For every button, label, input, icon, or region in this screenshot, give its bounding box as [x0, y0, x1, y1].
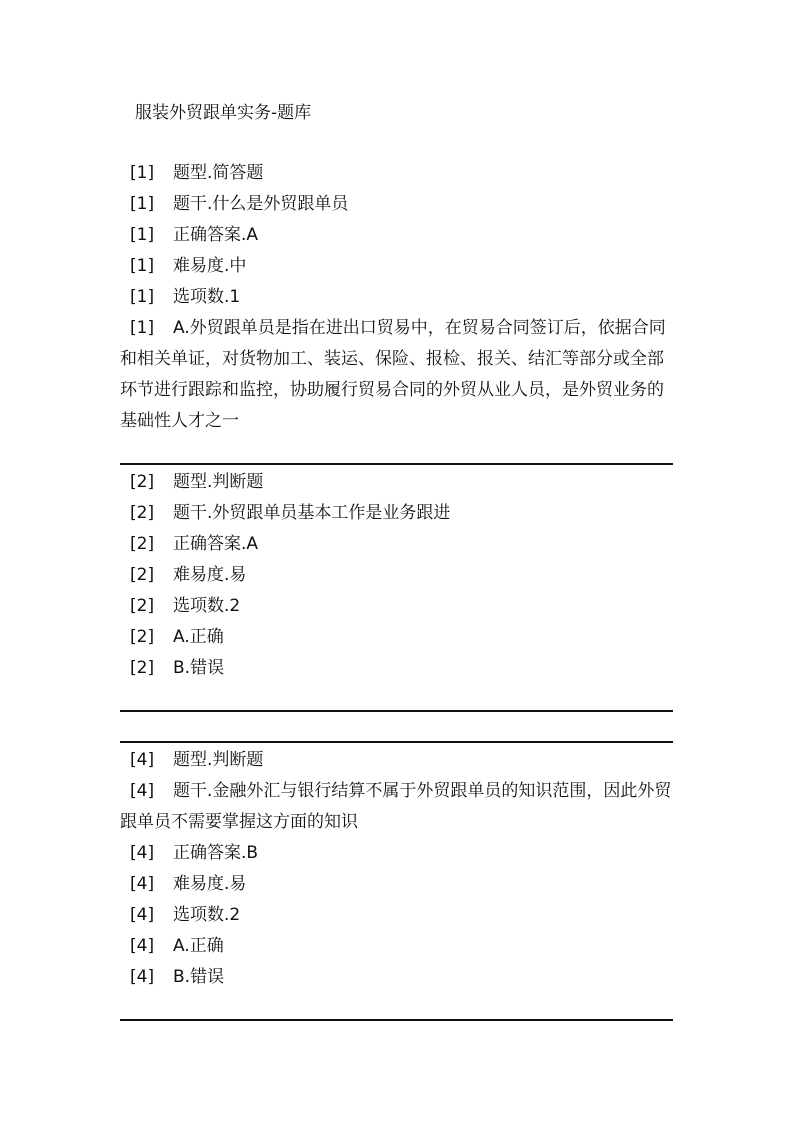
q4-type: 题型.判断题 — [173, 750, 264, 770]
q1-type: 题型.简答题 — [173, 163, 264, 183]
q1-difficulty: 难易度.中 — [173, 256, 247, 276]
q2-answer: 正确答案.A — [173, 534, 259, 554]
q2-option-count: 选项数.2 — [173, 596, 241, 616]
q2-number: [2] — [130, 627, 155, 647]
q4-option-a-line — [120, 931, 673, 962]
question-4 — [120, 745, 673, 993]
q1-option-a-line — [120, 313, 673, 437]
q4-number: [4] — [130, 843, 155, 863]
q4-answer: 正确答案.B — [173, 843, 259, 863]
q1-number: [1] — [130, 287, 155, 307]
q1-answer: 正确答案.A — [173, 225, 259, 245]
q2-difficulty: 难易度.易 — [173, 565, 247, 585]
q2-stem-line — [120, 498, 673, 529]
q4-stem-line — [120, 776, 673, 838]
q1-stem: 题干.什么是外贸跟单员 — [173, 194, 349, 214]
q2-number: [2] — [130, 596, 155, 616]
q4-difficulty: 难易度.易 — [173, 874, 247, 894]
q2-answer-line — [120, 529, 673, 560]
q1-option-count: 选项数.1 — [173, 287, 241, 307]
q4-stem: 题干.金融外汇与银行结算不属于外贸跟单员的知识范围，因此外贸跟单员不需要掌握这方面的知识 — [120, 781, 672, 832]
q2-stem: 题干.外贸跟单员基本工作是业务跟进 — [173, 503, 451, 523]
q2-number: [2] — [130, 472, 155, 492]
q4-number: [4] — [130, 936, 155, 956]
q1-type-line — [120, 158, 673, 189]
question-2 — [120, 467, 673, 684]
q4-number: [4] — [130, 781, 155, 801]
q4-answer-line — [120, 838, 673, 869]
q2-type-line — [120, 467, 673, 498]
q2-option-a: A.正确 — [173, 627, 224, 647]
q4-number: [4] — [130, 905, 155, 925]
q4-type-line — [120, 745, 673, 776]
q2-option-a-line — [120, 622, 673, 653]
q1-number: [1] — [130, 318, 155, 338]
page-title: 服装外贸跟单实务-题库 — [135, 103, 312, 123]
q4-number: [4] — [130, 750, 155, 770]
q4-option-a: A.正确 — [173, 936, 224, 956]
q1-number: [1] — [130, 163, 155, 183]
q4-option-b-line — [120, 962, 673, 993]
q4-number: [4] — [130, 874, 155, 894]
question-1 — [120, 158, 673, 437]
q1-number: [1] — [130, 256, 155, 276]
q1-option-count-line — [120, 282, 673, 313]
q2-type: 题型.判断题 — [173, 472, 264, 492]
q2-option-b: B.错误 — [173, 658, 225, 678]
q2-number: [2] — [130, 658, 155, 678]
q1-difficulty-line — [120, 251, 673, 282]
q2-option-b-line — [120, 653, 673, 684]
q1-answer-line — [120, 220, 673, 251]
divider — [120, 463, 673, 465]
q2-number: [2] — [130, 503, 155, 523]
q2-difficulty-line — [120, 560, 673, 591]
q1-number: [1] — [130, 194, 155, 214]
q2-option-count-line — [120, 591, 673, 622]
q4-option-b: B.错误 — [173, 967, 225, 987]
q1-option-a: A.外贸跟单员是指在进出口贸易中，在贸易合同签订后，依据合同和相关单证，对货物加工、装运、保险、报检、报关、结汇等部分或全部环节进行跟踪和监控，协助履行贸易合同的外贸从业人员，是外贸业务的基础性人才之一 — [120, 318, 666, 431]
q1-stem-line — [120, 189, 673, 220]
q2-number: [2] — [130, 565, 155, 585]
divider — [120, 1019, 673, 1021]
q2-number: [2] — [130, 534, 155, 554]
q4-difficulty-line — [120, 869, 673, 900]
divider — [120, 710, 673, 712]
divider — [120, 741, 673, 743]
q4-option-count-line — [120, 900, 673, 931]
q4-option-count: 选项数.2 — [173, 905, 241, 925]
q4-number: [4] — [130, 967, 155, 987]
q1-number: [1] — [130, 225, 155, 245]
